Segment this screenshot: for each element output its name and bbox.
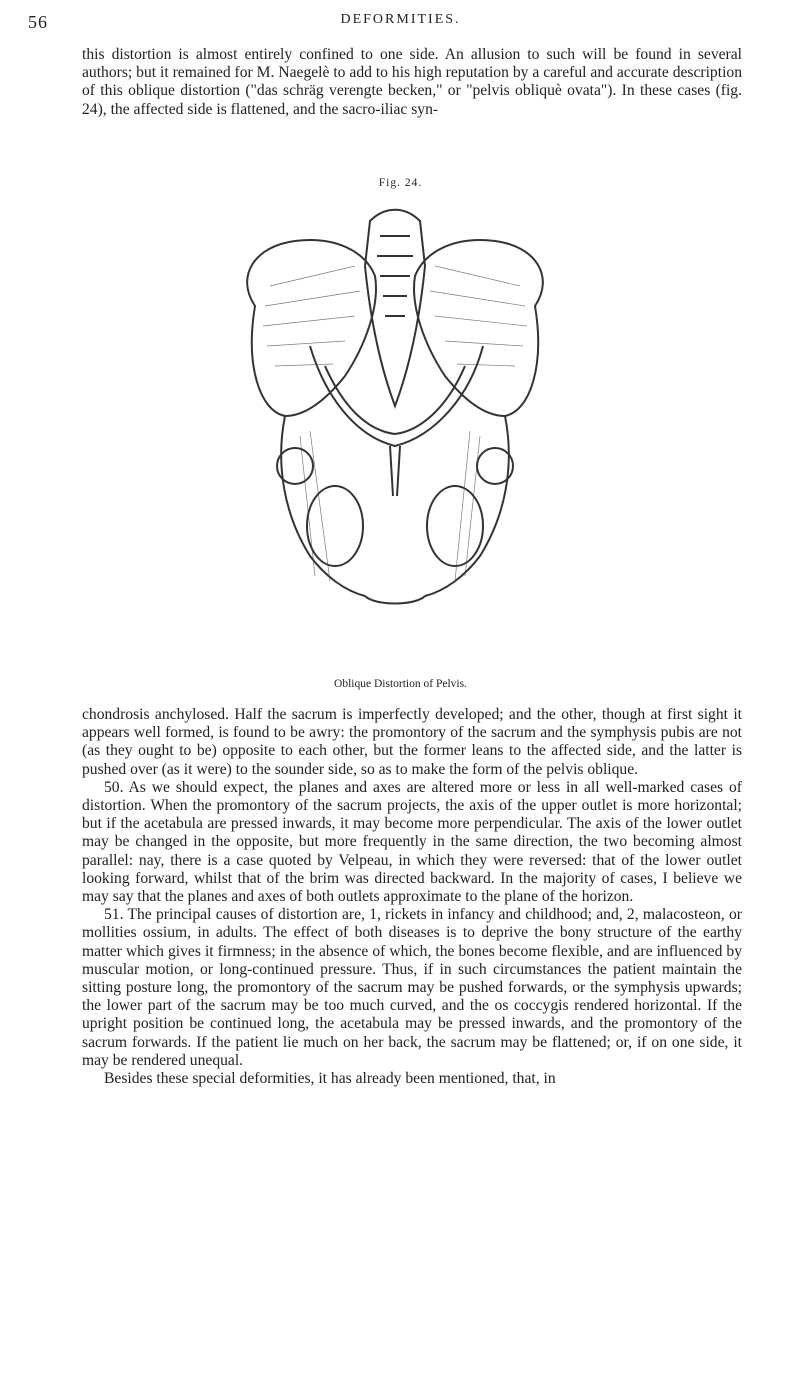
- body-text: [82, 706, 742, 1088]
- paragraph-51: 51. The principal causes of distortion are, 1, rickets in infancy and childhood; and, 2, malacosteon, or mollities ossium, in adults. The effect of both diseases is to deprive the bony structure of the earthy matter which gives it firmness; in the absence of which, the bones become flexible, and are influenced by muscular motion, or long-continued pressure. Thus, if in such circumstances the patient maintain the sitting posture long, the promontory of the sacrum may be pushed forwards, or the symphysis upwards; the lower part of the sacrum may be too much curved, and the os coccygis rendered horizontal. If the upright position be continued long, the acetabula may be pressed inwards, and the promontory of the sacrum forwards. If the patient lie much on her back, the sacrum may be flattened; or, if on one side, it may be rendered unequal.: [82, 906, 742, 1069]
- figure-caption: Oblique Distortion of Pelvis.: [334, 678, 467, 690]
- figure-number: Fig. 24.: [378, 177, 423, 189]
- running-title: DEFORMITIES.: [340, 12, 461, 27]
- page-number: 56: [28, 12, 48, 32]
- intro-text: [82, 46, 742, 119]
- paragraph-continuation: chondrosis anchylosed. Half the sacrum is imperfectly developed; and the other, though at first sight it appears well formed, is found to be awry: the promontory of the sacrum and the symphysis pubis are not (as they ought to be) opposite to each other, but the former leans to the affected side, and the latter is pushed over (as it were) to the sounder side, so as to make the form of the pelvis oblique.: [82, 706, 742, 778]
- paragraph-besides: Besides these special deformities, it has already been mentioned, that, in: [104, 1070, 556, 1088]
- paragraph-50: 50. As we should expect, the planes and axes are altered more or less in all well-marked cases of distortion. When the promontory of the sacrum projects, the axis of the upper outlet is more horizontal; but if the acetabula are pressed inwards, it may become more perpendicular. The axis of the lower outlet may be changed in the opposite, but more frequently in the same direction, the two becoming almost parallel: nay, there is a case quoted by Velpeau, in which they were reversed: that of the lower outlet looking forward, whilst that of the brim was directed backward. In the majority of cases, I believe we may say that the planes and axes of both outlets approximate to the plane of the horizon.: [82, 778, 742, 906]
- pelvis-engraving-icon: [215, 196, 575, 664]
- intro-paragraph: this distortion is almost entirely confined to one side. An allusion to such will be found in several authors; but it remained for M. Naegelè to add to his high reputation by a careful and accurate description of this oblique distortion ("das schräg verengte becken," or "pelvis obliquè ovata"). In these cases (fig. 24), the affected side is flattened, and the sacro-iliac syn-: [82, 46, 742, 118]
- page-header: [0, 12, 801, 36]
